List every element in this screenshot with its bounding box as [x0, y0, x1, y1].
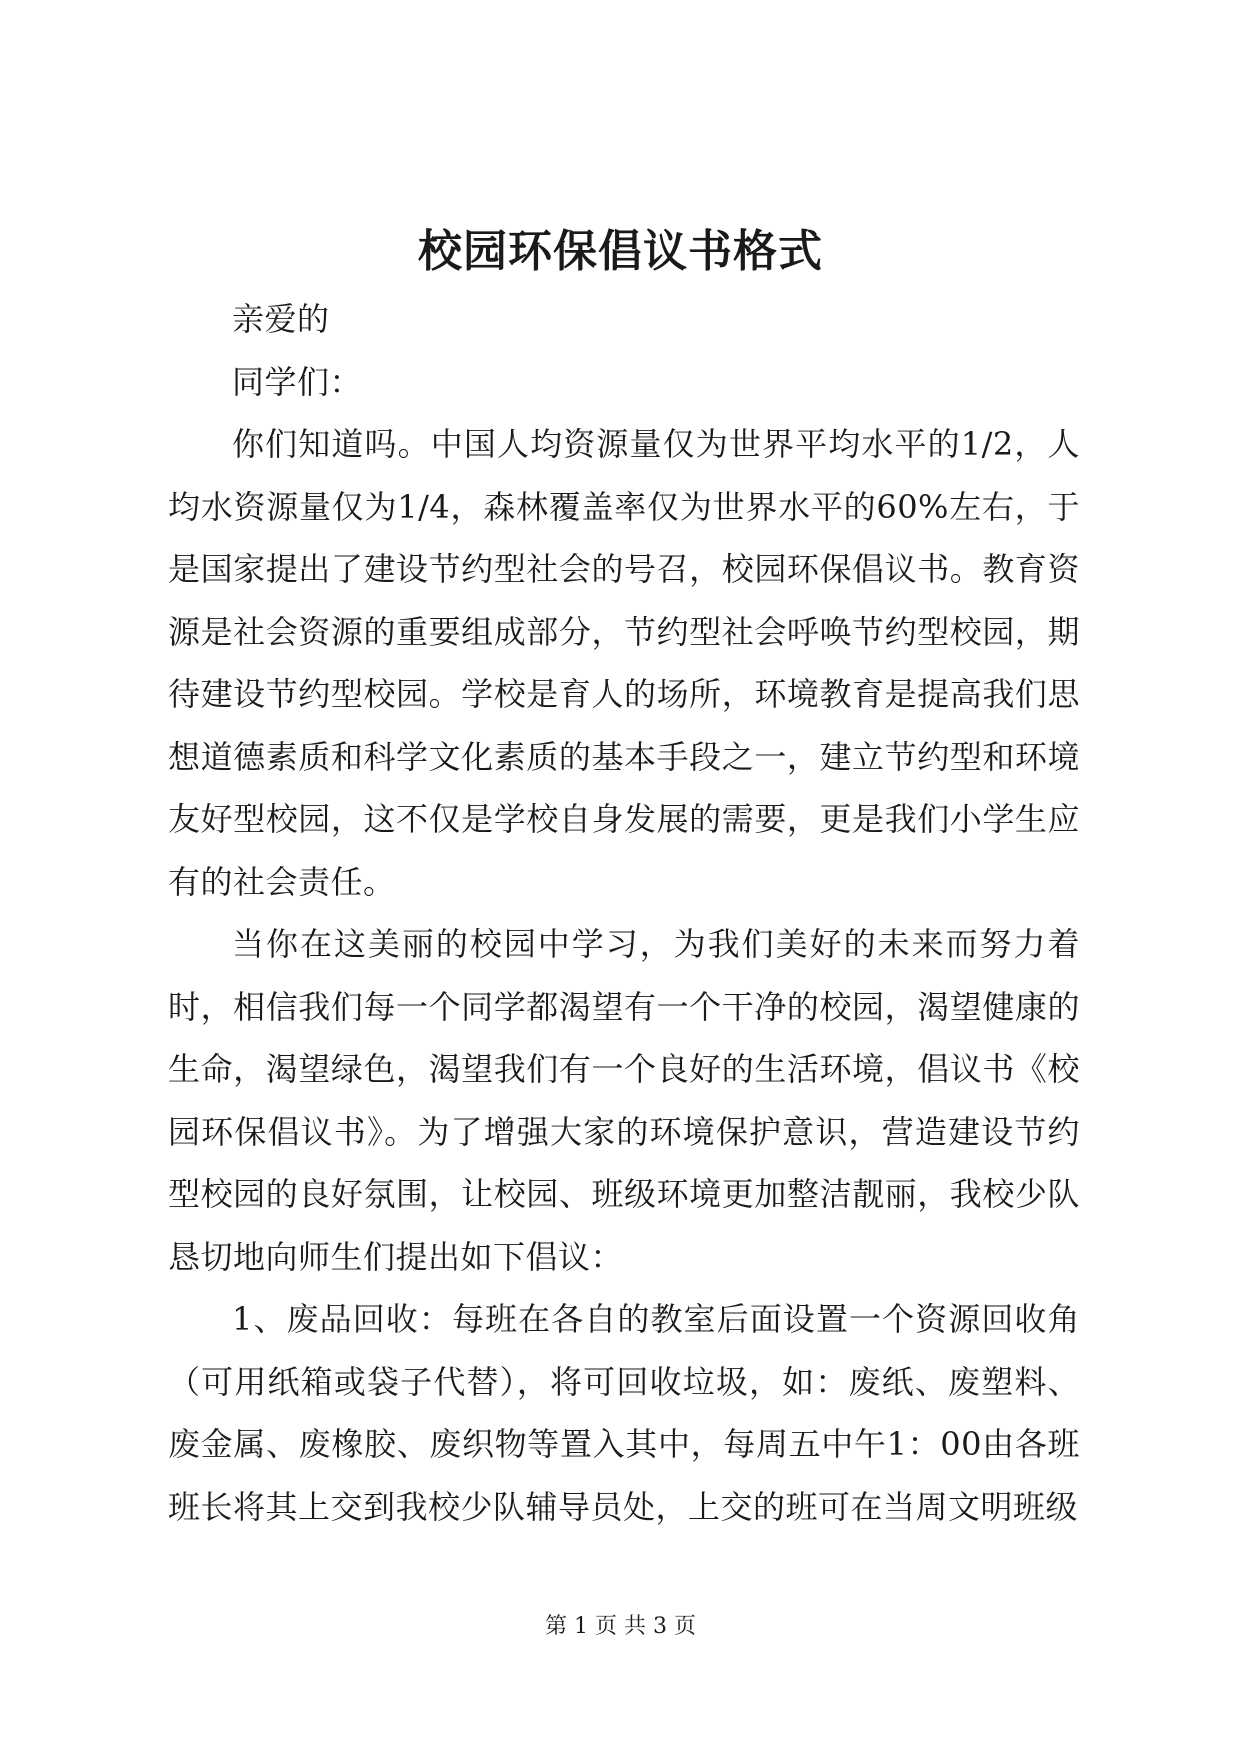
body-paragraph-2: 当你在这美丽的校园中学习，为我们美好的未来而努力着时，相信我们每一个同学都渴望有一个干净的校园，渴望健康的生命，渴望绿色，渴望我们有一个良好的生活环境，倡议书《校园环保倡议书》。为了增强大家的环境保护意识，营造建设节约型校园的良好氛围，让校园、班级环境更加整洁靓丽，我校少队恳切地向师生们提出如下倡议：: [168, 925, 1080, 1276]
salutation-line-1: 亲爱的: [232, 300, 330, 338]
document-body: [168, 288, 1080, 1538]
body-paragraph-3: 1、废品回收：每班在各自的教室后面设置一个资源回收角（可用纸箱或袋子代替），将可回收垃圾，如：废纸、废塑料、废金属、废橡胶、废织物等置入其中，每周五中午1：00由各班班长将其上交到我校少队辅导员处，上交的班可在当周文明班级: [168, 1300, 1080, 1526]
page-number-footer: 第 1 页 共 3 页: [545, 1614, 696, 1639]
body-paragraph-1: 你们知道吗。中国人均资源量仅为世界平均水平的1/2，人均水资源量仅为1/4，森林覆盖率仅为世界水平的60%左右，于是国家提出了建设节约型社会的号召，校园环保倡议书。教育资源是社会资源的重要组成部分，节约型社会呼唤节约型校园，期待建设节约型校园。学校是育人的场所，环境教育是提高我们思想道德素质和科学文化素质的基本手段之一，建立节约型和环境友好型校园，这不仅是学校自身发展的需要，更是我们小学生应有的社会责任。: [168, 425, 1080, 901]
salutation-line-2: 同学们：: [232, 362, 363, 401]
document-title: 校园环保倡议书格式: [418, 226, 823, 277]
